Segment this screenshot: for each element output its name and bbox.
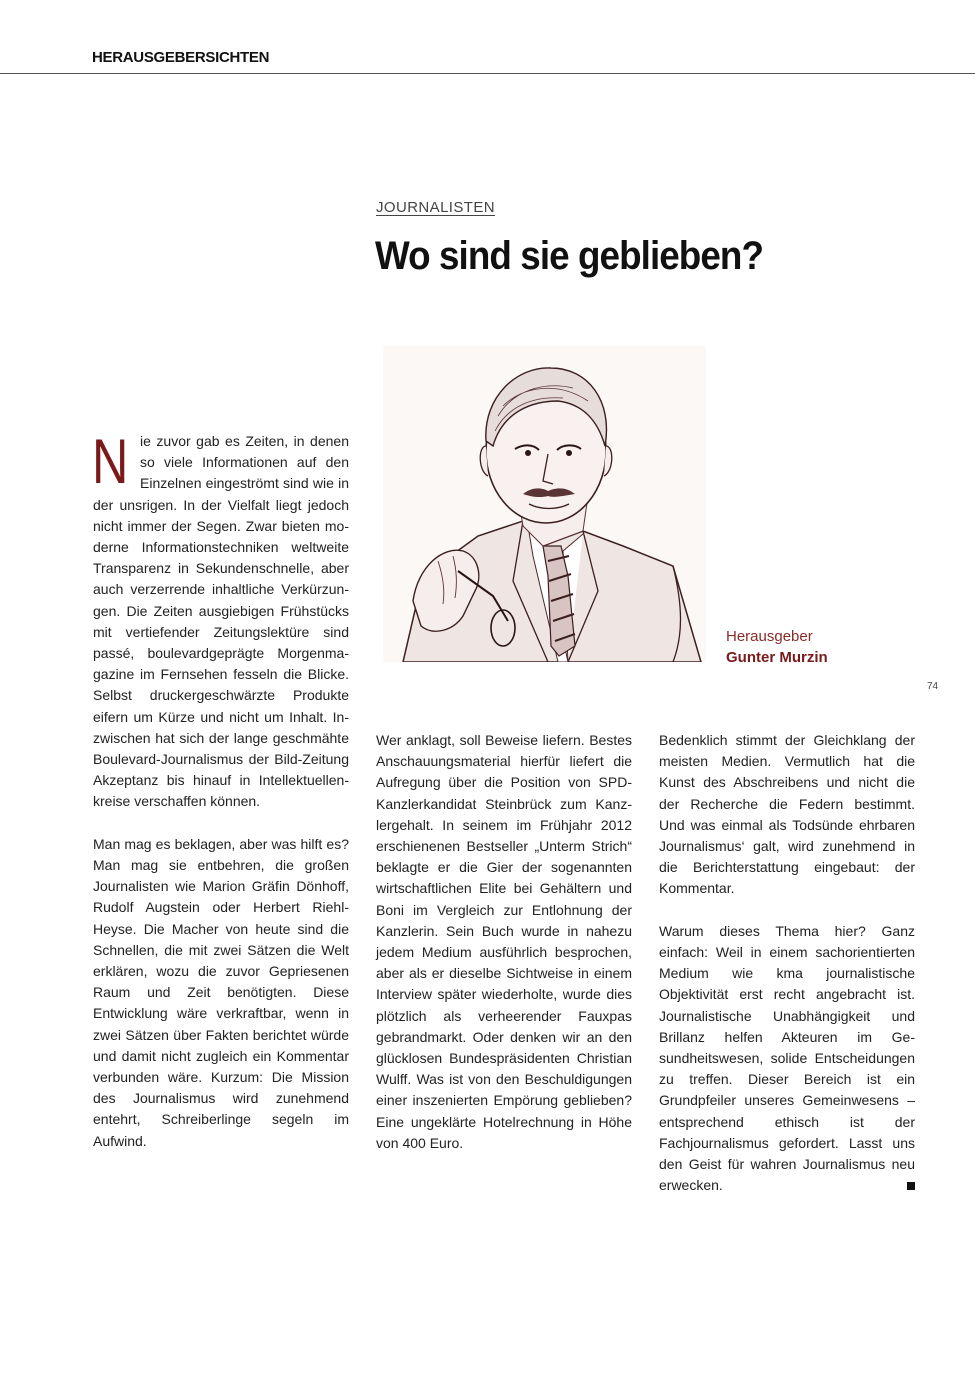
paragraph-3: Wer anklagt, soll Beweise liefern. Bestes Anschauungsmaterial hierfür liefert die Aufregung über die Position von SPD-Kanzlerkandidat Steinbrück zum Kanzlergehalt. In seinem im Frühjahr 2012 erschienenen Bestseller „Unterm Strich“ beklagte er die Gier der sogenannten wirtschaftlichen Elite bei Gehältern und Boni im Vergleich zur Entlohnung der Kanzlerin. Sein Buch wurde in nahezu jedem Medium ausführlich besprochen, aber als er dieselbe Sichtweise in einem Interview später wiederholte, wurde dies plötzlich als verheerender Fauxpas gebrandmarkt. Oder denken wir an den glücklosen Bundespräsidenten Christian Wulff. Was ist von den Beschuldigungen einer inszenierten Empörung geblieben? Eine ungeklärte Hotelrechnung in Höhe von 400 Euro. xyxy=(376,732,632,1151)
portrait-caption xyxy=(726,626,828,668)
paragraph-5-text: Warum dieses Thema hier? Ganz einfach: Weil in einem sachorientierten Medium wie kma journalistische Objektivität erst recht angebracht ist. Journalistische Unabhängigkeit und Brillanz helfen Akteuren im Gesundheitswesen, solide Entscheidungen zu treffen. Dieser Bereich ist ein Grundpfeiler unseres Gemeinwesens – entsprechend ethisch ist der Fachjournalismus gefordert. Lasst uns den Geist für wahren Journalismus neu erwecken. xyxy=(659,922,915,1194)
caption-name: Gunter Murzin xyxy=(726,649,828,666)
section-heading: HERAUSGEBERSICHTEN xyxy=(92,49,270,66)
drop-cap: N xyxy=(92,427,129,497)
end-mark-icon xyxy=(907,1182,915,1190)
paragraph-4: Bedenklich stimmt der Gleichklang der meisten Medien. Vermutlich hat die Kunst des Abschreibens und nicht die der Recherche die Federn bestimmt. Und was einmal als Todsünde ehrbaren Journalismus‘ galt, wird zunehmend in die Berichterstattung eingebaut: der Kommentar. xyxy=(659,732,915,897)
page-number: 74 xyxy=(927,681,939,692)
paragraph-5 xyxy=(659,921,915,1197)
caption-role: Herausgeber xyxy=(726,628,813,645)
article-column-2 xyxy=(376,730,632,1175)
paragraph-1 xyxy=(92,427,349,813)
article-column-1 xyxy=(92,427,349,1173)
paragraph-1-text: ie zuvor gab es Zeiten, in denen so viele Informationen auf den Einzelnen eingeströmt sind wie in der unsrigen. In der Vielfalt liegt jedoch nicht immer der Segen. Zwar bieten moderne Informationstechniken weltweite Transparenz in Sekundenschnelle, aber auch verzerrende inhaltliche Verkürzungen. Die Zeiten ausgiebigen Frühstücks mit vertiefender Zeitungslektüre sind passé, boulevardgeprägte Morgenmagazine im Fernsehen fesseln die Blicke. Selbst druckergeschwärzte Produkte eifern um Kürze und nicht um Inhalt. Inzwischen hat sich der lange geschmähte Boulevard-Journalismus der Bild-Zeitung Akzeptanz bis hinauf in Intellektuellenkreise verschaffen können. xyxy=(93,433,349,810)
article-column-3 xyxy=(659,730,915,1218)
paragraph-2: Man mag es beklagen, aber was hilft es? Man mag sie entbehren, die großen Journalisten wie Marion Gräfin Dönhoff, Rudolf Augstein oder Herbert Riehl-Heyse. Die Macher von heute sind die Schnellen, die mit zwei Sätzen die Welt erklären, wozu die zuvor Gepriesenen Raum und Zeit benötigten. Diese Entwicklung wäre verkraftbar, wenn in zwei Sätzen über Fakten berichtet würde und damit nicht zugleich ein Kommentar verbunden wäre. Kurzum: Die Mission des Journalismus wird zunehmend entehrt, Schreiberlinge segeln im Aufwind. xyxy=(93,835,349,1149)
header-rule xyxy=(0,73,975,74)
article-kicker: JOURNALISTEN xyxy=(376,199,495,216)
portrait-sketch-image xyxy=(383,346,706,662)
article-title: Wo sind sie geblieben? xyxy=(375,234,764,278)
